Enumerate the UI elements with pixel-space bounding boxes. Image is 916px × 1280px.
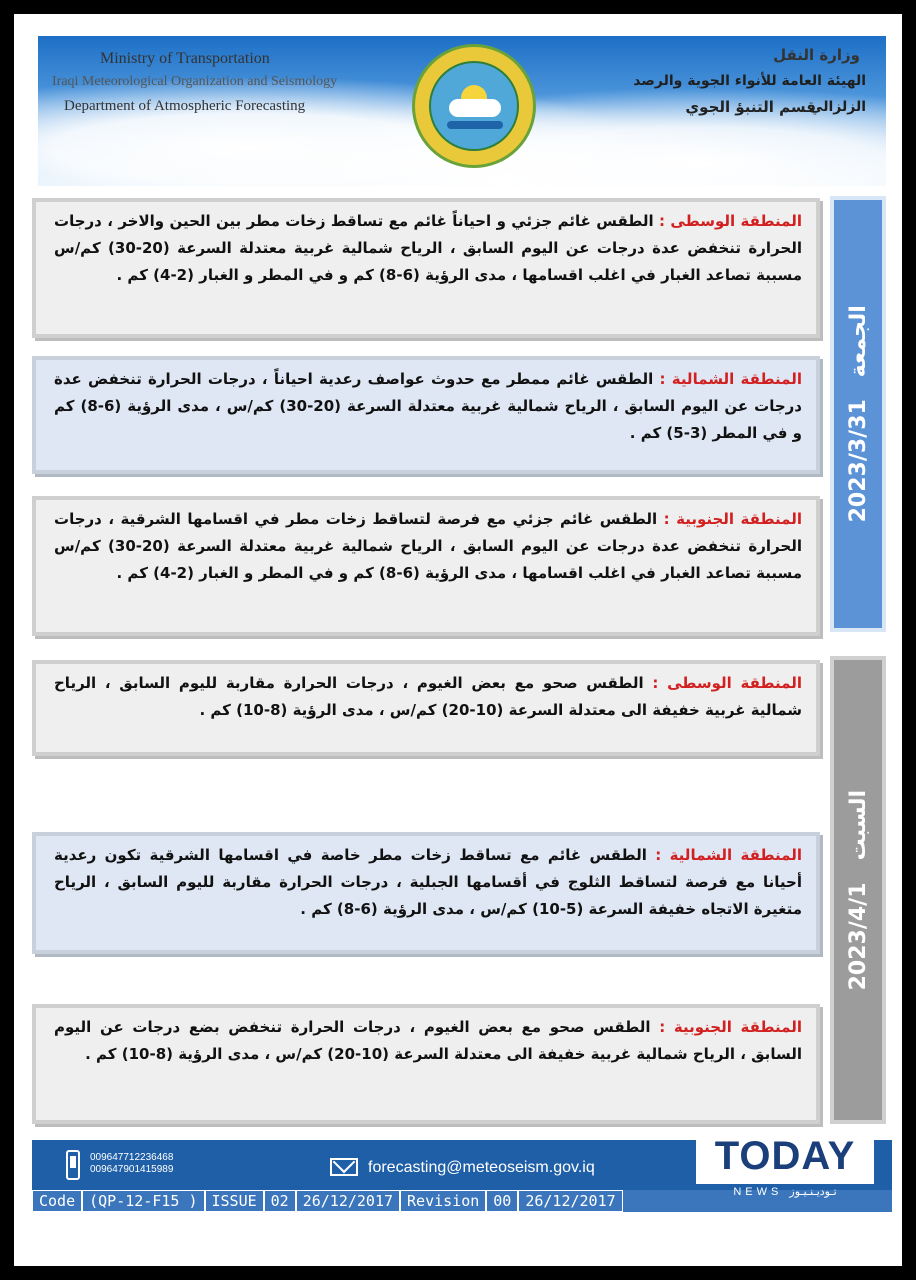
- forecast-text: الطقس غائم ممطر مع حدوث عواصف رعدية احياناً ، درجات الحرارة تنخفض عدة درجات عن اليوم السابق ، الرياح شمالية غربية معتدلة السرعة (20-30) كم/س ، مدى الرؤية (6-8) كم و في المطر (3-5) كم .: [54, 370, 802, 442]
- forecast-box: [32, 1004, 820, 1124]
- forecast-text: الطقس غائم جزئي و احياناً غائم مع تساقط زخات مطر بين الحين والاخر ، درجات الحرارة تنخفض عدة درجات عن اليوم السابق ، الرياح شمالية غربية معتدلة السرعة (20-30) كم/س مسببة تصاعد الغبار في اغلب اقسامها ، مدى الرؤية (6-8) كم و في المطر و الغبار (2-4) كم .: [54, 212, 802, 284]
- issue-label: ISSUE: [205, 1190, 264, 1212]
- forecast-box: [32, 832, 820, 954]
- phone-2: 009647901415989: [90, 1164, 174, 1175]
- forecast-box: [32, 356, 820, 474]
- phone-1: 009647712236468: [90, 1152, 174, 1163]
- organization-logo-icon: [412, 44, 536, 168]
- issue-date: 26/12/2017: [296, 1190, 400, 1212]
- mail-icon: [330, 1158, 358, 1176]
- day-name: الجمعة: [845, 305, 871, 378]
- region-label: المنطقة الجنوبية :: [663, 510, 802, 528]
- header-banner: [38, 36, 886, 186]
- english-header: [52, 50, 352, 122]
- org-ar: الهيئة العامة للأنواء الجوية والرصد الزلزالي: [633, 73, 866, 115]
- phone-numbers: [90, 1152, 173, 1176]
- revision-date: 26/12/2017: [518, 1190, 622, 1212]
- day-date: 2023/3/31: [845, 399, 871, 523]
- region-label: المنطقة الشمالية :: [659, 370, 802, 388]
- region-label: المنطقة الجنوبية :: [659, 1018, 802, 1036]
- org-en: Iraqi Meteorological Organization and Seismology: [52, 74, 338, 89]
- email-link[interactable]: forecasting@meteoseism.gov.iq: [368, 1159, 595, 1176]
- code-label: Code: [32, 1190, 82, 1212]
- phone-icon: [66, 1150, 80, 1180]
- arabic-header: [606, 42, 866, 120]
- day-name: السبت: [845, 789, 871, 861]
- dept-ar: قسم التنبؤ الجوي: [685, 98, 816, 116]
- day-bar-friday: [830, 196, 886, 632]
- region-label: المنطقة الشمالية :: [655, 846, 802, 864]
- forecast-box: [32, 496, 820, 636]
- forecast-box: [32, 198, 820, 338]
- today-news-watermark: [696, 1128, 874, 1214]
- forecast-box: [32, 660, 820, 756]
- watermark-brand: TODAY: [696, 1128, 874, 1184]
- region-label: المنطقة الوسطى :: [652, 674, 802, 692]
- watermark-sub: NEWS تـوديـنـيـوز: [733, 1186, 837, 1198]
- code-value: (QP-12-F15 ): [82, 1190, 204, 1212]
- day-bar-saturday: [830, 656, 886, 1124]
- revision-value: 00: [486, 1190, 518, 1212]
- revision-label: Revision: [400, 1190, 486, 1212]
- day-date: 2023/4/1: [845, 882, 871, 991]
- region-label: المنطقة الوسطى :: [659, 212, 802, 230]
- forecast-text: الطقس غائم مع تساقط زخات مطر خاصة في اقسامها الشرقية تكون رعدية أحيانا مع فرصة لتساقط الثلوج في أقسامها الجبلية ، درجات الحرارة مقاربة لليوم السابق ، الرياح متغيرة الاتجاه خفيفة السرعة (5-10) كم/س ، مدى الرؤية (6-8) كم .: [54, 846, 802, 918]
- ministry-ar: وزارة النقل: [773, 46, 860, 64]
- forecast-text: الطقس صحو مع بعض الغيوم ، درجات الحرارة تنخفض بضع درجات عن اليوم السابق ، الرياح شمالية غربية خفيفة الى معتدلة السرعة (10-20) كم/س ، مدى الرؤية (8-10) كم .: [54, 1018, 802, 1063]
- forecast-text: الطقس غائم جزئي مع فرصة لتساقط زخات مطر في اقسامها الشرقية ، درجات الحرارة تنخفض عدة درجات عن اليوم السابق ، الرياح شمالية غربية معتدلة السرعة (20-30) كم/س مسببة تصاعد الغبار في اغلب اقسامها ، مدى الرؤية (6-8) كم و في المطر و الغبار (2-4) كم .: [54, 510, 802, 582]
- forecast-text: الطقس صحو مع بعض الغيوم ، درجات الحرارة مقاربة لليوم السابق ، الرياح شمالية غربية خفيفة الى معتدلة السرعة (10-20) كم/س ، مدى الرؤية (8-10) كم .: [54, 674, 802, 719]
- ministry-en: Ministry of Transportation: [100, 50, 270, 67]
- issue-value: 02: [264, 1190, 296, 1212]
- dept-en: Department of Atmospheric Forecasting: [64, 98, 306, 114]
